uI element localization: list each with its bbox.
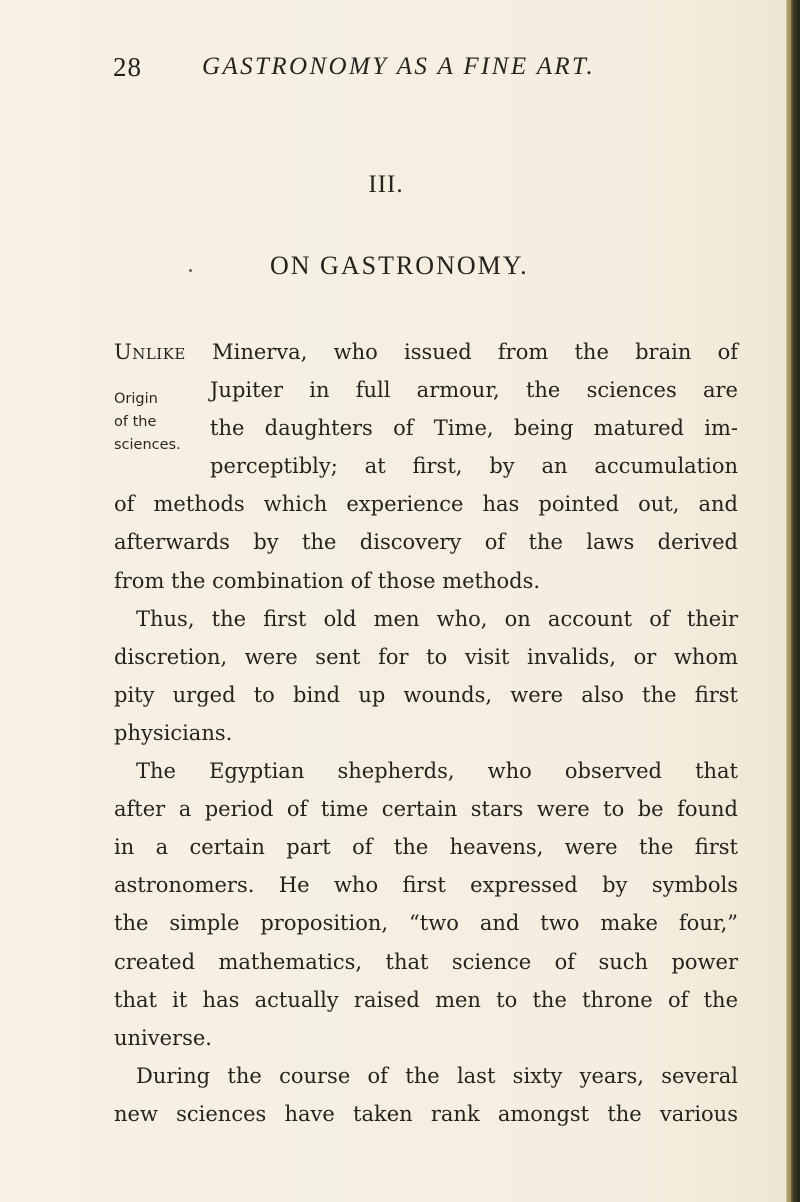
text-line: from the combination of those methods. [114,568,541,593]
stray-ink-dot [189,269,192,272]
body-text [114,333,738,1133]
text-line: that it has actually raised men to the throne of the [114,987,738,1012]
text-line: created mathematics, that science of such power [114,949,738,974]
text-line: During the course of the last sixty years, several [136,1063,738,1088]
text-line: Jupiter in full armour, the sciences are [210,378,738,403]
text-line: Thus, the first old men who, on account of their [136,606,738,631]
running-title: GASTRONOMY AS A FINE ART. [202,53,596,80]
text-line: perceptibly; at first, by an accumulation [210,454,738,479]
text-line: universe. [114,1025,212,1050]
text-line: the daughters of Time, being matured im- [210,416,738,441]
chapter-number-text: III. [368,171,404,198]
text-line [114,333,738,371]
text-line: new sciences have taken rank amongst the various [114,1101,738,1126]
lead-word: Unlike [114,340,186,364]
running-head [113,52,753,92]
text-line: the simple proposition, “two and two make four,” [114,911,738,936]
page-number: 28 [113,52,142,82]
text-line: physicians. [114,720,233,745]
margin-note-line: Origin [114,391,158,407]
chapter-number [0,171,800,199]
margin-note-line: sciences. [114,437,181,453]
chapter-title: ON GASTRONOMY. [270,251,529,280]
text-line: in a certain part of the heavens, were the first [114,835,738,860]
text-line: pity urged to bind up wounds, were also the first [114,682,738,707]
text-line: of methods which experience has pointed out, and [114,492,738,517]
text-line: after a period of time certain stars were to be found [114,797,738,822]
first-line-rest: Minerva, who issued from the brain of [212,340,738,364]
text-line: afterwards by the discovery of the laws derived [114,530,738,555]
text-line: The Egyptian shepherds, who observed that [136,759,738,784]
text-line: discretion, were sent for to visit invalids, or whom [114,644,738,669]
text-line: astronomers. He who first expressed by symbols [114,873,738,898]
margin-note-line: of the [114,414,157,430]
